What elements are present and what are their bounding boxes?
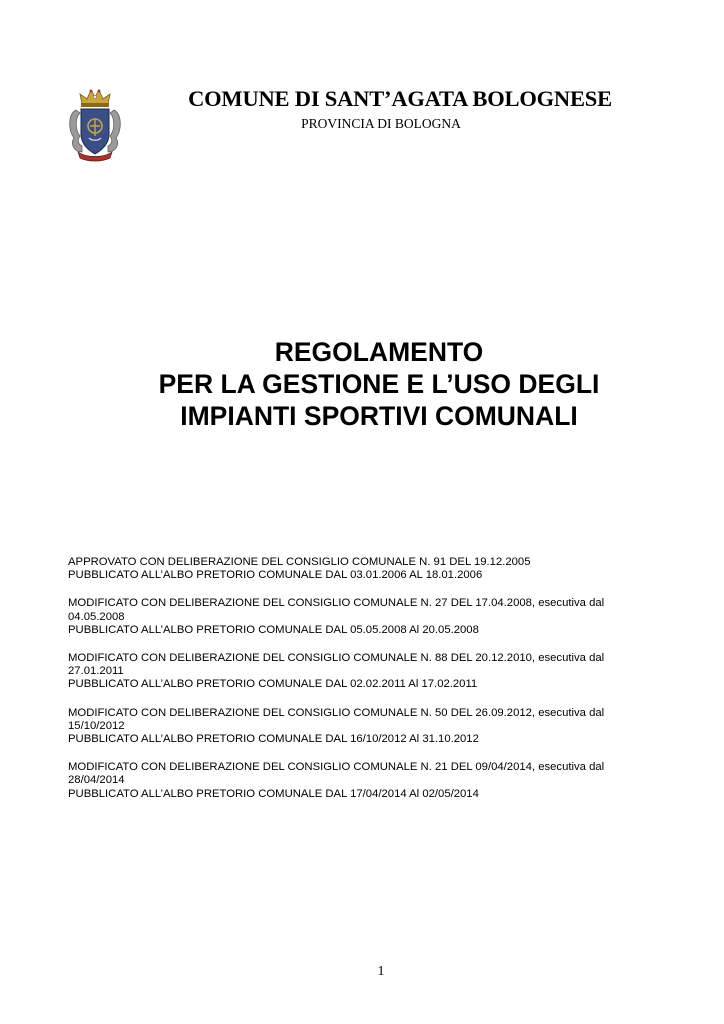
page-number: 1: [377, 964, 385, 979]
history-line: 28/04/2014: [68, 774, 125, 787]
history-line: MODIFICATO CON DELIBERAZIONE DEL CONSIGLIO COMUNALE N. 27 DEL 17.04.2008, esecutiva dal: [68, 597, 605, 610]
history-line: 15/10/2012: [68, 719, 125, 732]
history-line: PUBBLICATO ALL’ALBO PRETORIO COMUNALE DAL 03.01.2006 AL 18.01.2006: [68, 569, 483, 582]
history-line: MODIFICATO CON DELIBERAZIONE DEL CONSIGLIO COMUNALE N. 50 DEL 26.09.2012, esecutiva dal: [68, 706, 605, 719]
history-entry: [68, 597, 668, 637]
history-line: PUBBLICATO ALL’ALBO PRETORIO COMUNALE DAL 05.05.2008 Al 20.05.2008: [68, 623, 479, 636]
history-entry: [68, 761, 668, 801]
title-line: IMPIANTI SPORTIVI COMUNALI: [180, 401, 578, 431]
province-name: PROVINCIA DI BOLOGNA: [301, 116, 461, 131]
history-line: MODIFICATO CON DELIBERAZIONE DEL CONSIGLIO COMUNALE N. 21 DEL 09/04/2014, esecutiva dal: [68, 761, 605, 774]
history-line: 27.01.2011: [68, 665, 124, 678]
history-line: PUBBLICATO ALL’ALBO PRETORIO COMUNALE DAL 16/10/2012 Al 31.10.2012: [68, 733, 479, 746]
approval-history: [68, 556, 668, 816]
history-line: PUBBLICATO ALL’ALBO PRETORIO COMUNALE DAL 17/04/2014 Al 02/05/2014: [68, 787, 479, 800]
title-line: REGOLAMENTO: [274, 337, 484, 367]
history-entry: [68, 652, 668, 692]
history-line: PUBBLICATO ALL’ALBO PRETORIO COMUNALE DAL 02.02.2011 Al 17.02.2011: [68, 678, 478, 691]
history-line: 04.05.2008: [68, 610, 125, 623]
history-entry: [68, 556, 668, 582]
municipality-name: COMUNE DI SANT’AGATA BOLOGNESE: [188, 86, 612, 111]
document-title: [0, 336, 724, 432]
history-line: MODIFICATO CON DELIBERAZIONE DEL CONSIGLIO COMUNALE N. 88 DEL 20.12.2010, esecutiva dal: [68, 652, 605, 665]
history-line: APPROVATO CON DELIBERAZIONE DEL CONSIGLIO COMUNALE N. 91 DEL 19.12.2005: [68, 556, 531, 568]
title-line: PER LA GESTIONE E L’USO DEGLI: [158, 369, 600, 399]
history-entry: [68, 707, 668, 747]
